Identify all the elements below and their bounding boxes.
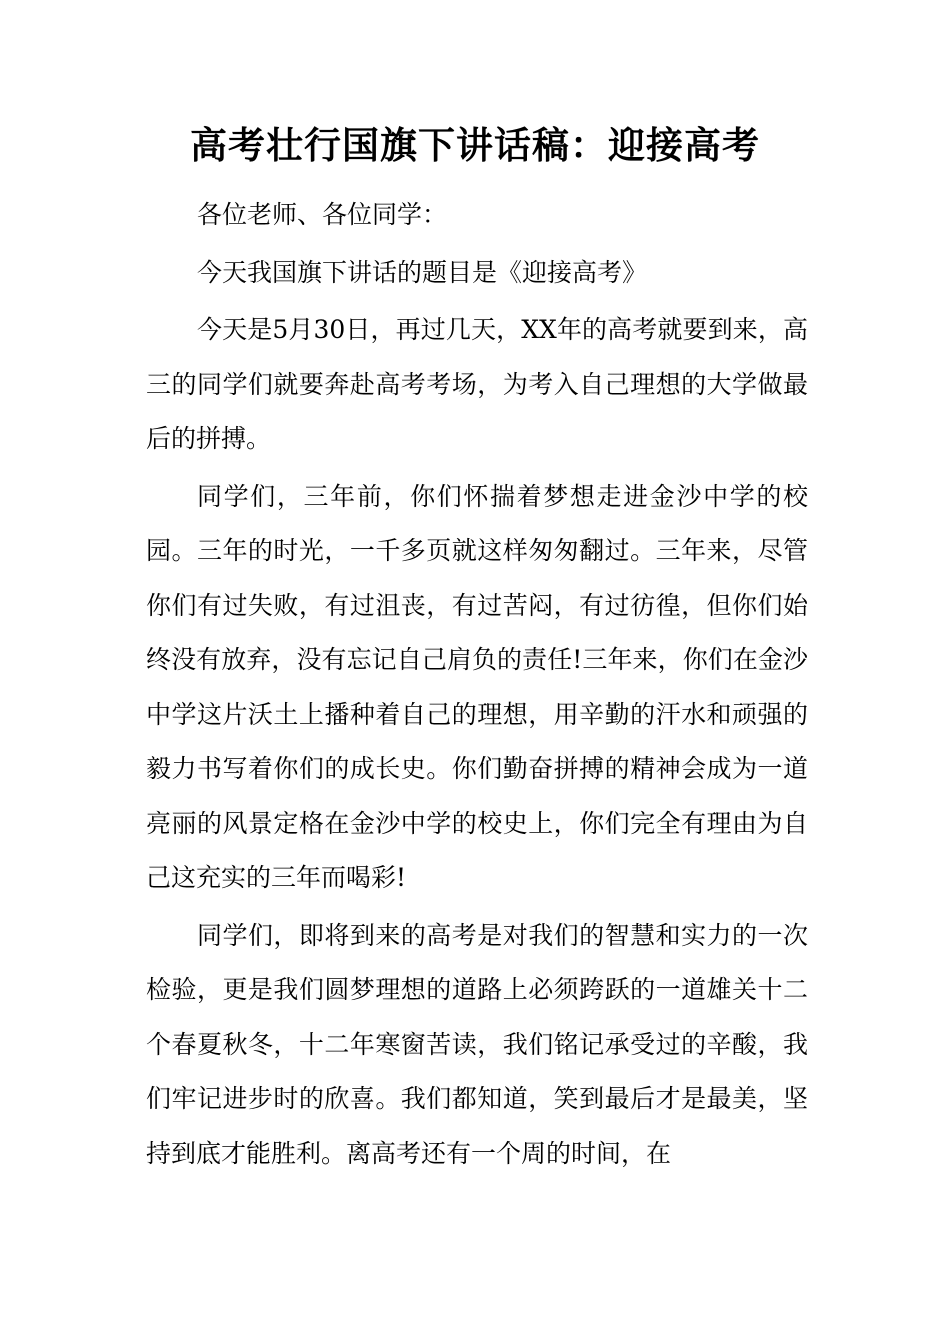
paragraph-date: 今天是5月30日，再过几天，XX年的高考就要到来，高三的同学们就要奔赴高考考场，为考入自己理想的大学做最后的拼搏。 <box>146 315 808 453</box>
paragraph-salutation: 各位老师、各位同学： <box>197 200 448 229</box>
document-body <box>146 188 808 1181</box>
document-title: 高考壮行国旗下讲话稿：迎接高考 <box>190 123 760 167</box>
paragraph-upcoming-exam: 同学们，即将到来的高考是对我们的智慧和实力的一次检验，更是我们圆梦理想的道路上必须跨跃的一道雄关十二个春夏秋冬，十二年寒窗苦读，我们铭记承受过的辛酸，我们牢记进步时的欣喜。我们都知道，笑到最后才是最美，坚持到底才能胜利。离高考还有一个周的时间，在 <box>146 920 808 1168</box>
paragraph-topic: 今天我国旗下讲话的题目是《迎接高考》 <box>197 257 648 287</box>
paragraph-three-years: 同学们，三年前，你们怀揣着梦想走进金沙中学的校园。三年的时光，一千多页就这样匆匆翻过。三年来，尽管你们有过失败，有过沮丧，有过苦闷，有过彷徨，但你们始终没有放弃，没有忘记自己肩负的责任!三年来，你们在金沙中学这片沃土上播种着自己的理想，用辛勤的汗水和顽强的毅力书写着你们的成长史。你们勤奋拼搏的精神会成为一道亮丽的风景定格在金沙中学的校史上，你们完全有理由为自己这充实的三年而喝彩! <box>146 481 808 892</box>
